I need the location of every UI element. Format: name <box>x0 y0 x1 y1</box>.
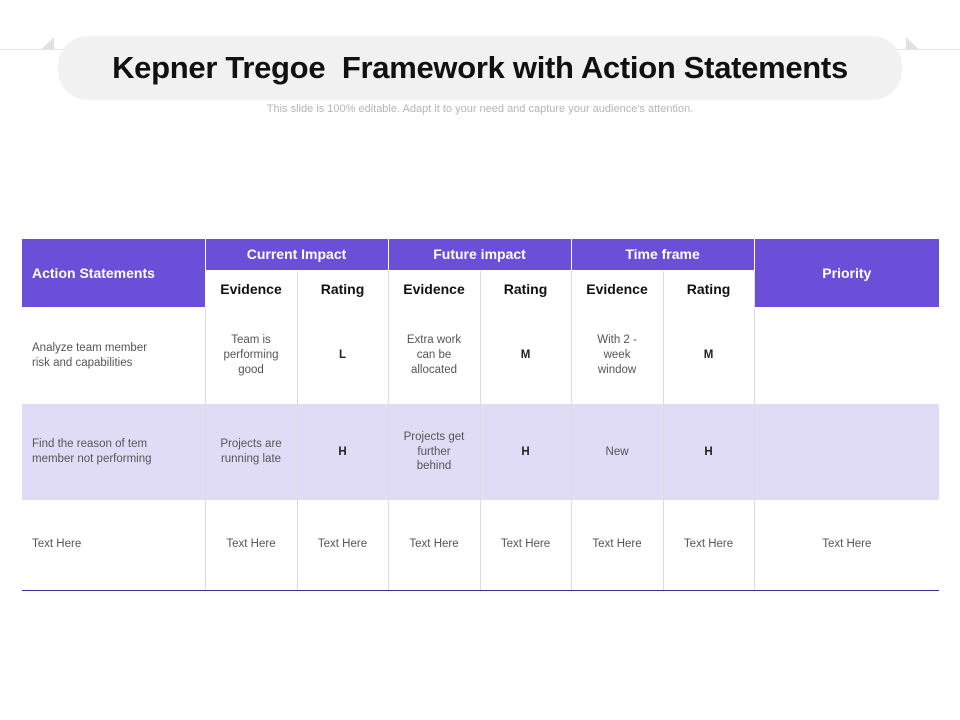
rating-cell: M <box>480 307 571 404</box>
evidence-cell: New <box>571 404 663 500</box>
evidence-cell: With 2 - week window <box>571 307 663 404</box>
action-statement-cell: Analyze team member risk and capabilities <box>22 307 205 404</box>
table-row <box>22 404 939 500</box>
header-priority: Priority <box>754 239 939 307</box>
priority-cell: Text Here <box>754 500 939 590</box>
rating-cell: M <box>663 307 754 404</box>
header-row-groups <box>22 239 939 270</box>
action-statement-cell: Find the reason of tem member not performing <box>22 404 205 500</box>
evidence-cell: Projects get further behind <box>388 404 480 500</box>
table-row <box>22 500 939 590</box>
header-time-frame: Time frame <box>571 239 754 270</box>
subheader-rating: Rating <box>297 270 388 307</box>
subheader-rating: Rating <box>480 270 571 307</box>
table-row <box>22 307 939 404</box>
header-current-impact: Current Impact <box>205 239 388 270</box>
subheader-rating: Rating <box>663 270 754 307</box>
rating-cell: Text Here <box>297 500 388 590</box>
evidence-cell: Text Here <box>388 500 480 590</box>
evidence-cell: Team is performing good <box>205 307 297 404</box>
header-future-impact: Future impact <box>388 239 571 270</box>
rating-cell: L <box>297 307 388 404</box>
evidence-cell: Text Here <box>571 500 663 590</box>
page-title: Kepner Tregoe Framework with Action Statements <box>112 50 848 85</box>
rating-cell: H <box>480 404 571 500</box>
priority-cell <box>754 404 939 500</box>
title-banner <box>40 36 920 100</box>
priority-cell <box>754 307 939 404</box>
rating-cell: Text Here <box>480 500 571 590</box>
kepner-tregoe-table <box>22 239 939 591</box>
rating-cell: Text Here <box>663 500 754 590</box>
subheader-evidence: Evidence <box>388 270 480 307</box>
subheader-evidence: Evidence <box>571 270 663 307</box>
rating-cell: H <box>297 404 388 500</box>
header-action-statements: Action Statements <box>22 239 205 307</box>
subheader-evidence: Evidence <box>205 270 297 307</box>
action-statement-cell: Text Here <box>22 500 205 590</box>
evidence-cell: Text Here <box>205 500 297 590</box>
page-subtitle: This slide is 100% editable. Adapt it to your need and capture your audience's attention. <box>266 103 694 115</box>
rating-cell: H <box>663 404 754 500</box>
evidence-cell: Extra work can be allocated <box>388 307 480 404</box>
evidence-cell: Projects are running late <box>205 404 297 500</box>
